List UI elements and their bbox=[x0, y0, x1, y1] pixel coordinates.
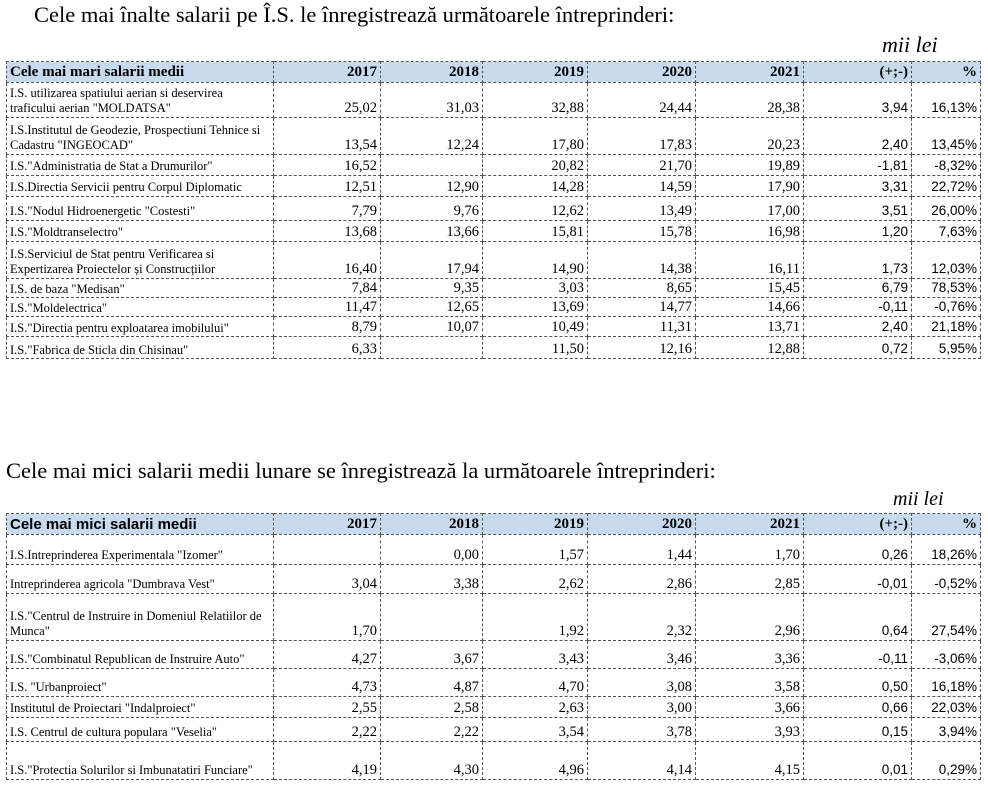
value-2018-cell: 10,07 bbox=[381, 317, 483, 337]
table-row bbox=[7, 565, 981, 594]
column-header-diff: (+;-) bbox=[804, 62, 912, 83]
percent-cell: 16,18% bbox=[912, 669, 981, 697]
percent-cell: 13,45% bbox=[912, 118, 981, 155]
value-2020-cell: 8,65 bbox=[588, 279, 696, 298]
company-name-cell: I.S.Directia Servicii pentru Corpul Diplomatic bbox=[7, 176, 274, 197]
table-row bbox=[7, 155, 981, 176]
company-name-cell: I.S."Protectia Solurilor si Imbunatatiri Funciare" bbox=[7, 742, 274, 780]
value-2021-cell: 4,15 bbox=[696, 742, 804, 780]
top-section-heading: Cele mai înalte salarii pe Î.S. le înregistrează următoarele întreprinderi: bbox=[34, 2, 675, 27]
diff-cell: 3,31 bbox=[804, 176, 912, 197]
value-2020-cell: 3,00 bbox=[588, 697, 696, 718]
column-header-percent: % bbox=[912, 62, 981, 83]
company-name-cell: I.S. de baza "Medisan" bbox=[7, 279, 274, 298]
value-2019-cell: 3,03 bbox=[483, 279, 588, 298]
table-row bbox=[7, 221, 981, 242]
table-row bbox=[7, 279, 981, 298]
value-2019-cell: 15,81 bbox=[483, 221, 588, 242]
value-2021-cell: 17,90 bbox=[696, 176, 804, 197]
value-2019-cell: 1,92 bbox=[483, 594, 588, 641]
value-2017-cell: 13,68 bbox=[274, 221, 381, 242]
value-2020-cell: 2,32 bbox=[588, 594, 696, 641]
value-2019-cell: 4,96 bbox=[483, 742, 588, 780]
value-2018-cell: 12,24 bbox=[381, 118, 483, 155]
value-2018-cell: 9,35 bbox=[381, 279, 483, 298]
value-2020-cell: 14,38 bbox=[588, 242, 696, 279]
column-header-name: Cele mai mari salarii medii bbox=[7, 62, 274, 83]
table-row bbox=[7, 718, 981, 742]
value-2019-cell: 2,62 bbox=[483, 565, 588, 594]
diff-cell: 1,20 bbox=[804, 221, 912, 242]
company-name-cell: Institutul de Proiectari "Indalproiect" bbox=[7, 697, 274, 718]
table-header-row bbox=[7, 514, 981, 535]
company-name-cell: I.S."Centrul de Instruire in Domeniul Relatiilor de Munca" bbox=[7, 594, 274, 641]
table-row bbox=[7, 118, 981, 155]
value-2019-cell: 10,49 bbox=[483, 317, 588, 337]
value-2018-cell: 31,03 bbox=[381, 83, 483, 118]
value-2021-cell: 2,96 bbox=[696, 594, 804, 641]
value-2017-cell: 7,79 bbox=[274, 197, 381, 221]
value-2019-cell: 1,57 bbox=[483, 535, 588, 565]
column-header-2018: 2018 bbox=[381, 514, 483, 535]
percent-cell: 78,53% bbox=[912, 279, 981, 298]
value-2017-cell: 6,33 bbox=[274, 337, 381, 359]
value-2018-cell bbox=[381, 155, 483, 176]
company-name-cell: Intreprinderea agricola "Dumbrava Vest" bbox=[7, 565, 274, 594]
value-2021-cell: 3,93 bbox=[696, 718, 804, 742]
value-2017-cell: 12,51 bbox=[274, 176, 381, 197]
diff-cell: -1,81 bbox=[804, 155, 912, 176]
value-2021-cell: 16,11 bbox=[696, 242, 804, 279]
percent-cell: 21,18% bbox=[912, 317, 981, 337]
table-row bbox=[7, 742, 981, 780]
table-row bbox=[7, 197, 981, 221]
value-2019-cell: 3,54 bbox=[483, 718, 588, 742]
column-header-2017: 2017 bbox=[274, 514, 381, 535]
column-header-2021: 2021 bbox=[696, 514, 804, 535]
lowest-salaries-body bbox=[7, 535, 981, 780]
highest-salaries-body bbox=[7, 83, 981, 359]
value-2017-cell: 2,55 bbox=[274, 697, 381, 718]
column-header-diff: (+;-) bbox=[804, 514, 912, 535]
diff-cell: -0,11 bbox=[804, 641, 912, 669]
value-2020-cell: 24,44 bbox=[588, 83, 696, 118]
value-2019-cell: 12,62 bbox=[483, 197, 588, 221]
value-2017-cell: 4,27 bbox=[274, 641, 381, 669]
value-2018-cell: 4,30 bbox=[381, 742, 483, 780]
diff-cell: 0,26 bbox=[804, 535, 912, 565]
column-header-2020: 2020 bbox=[588, 62, 696, 83]
table-row bbox=[7, 669, 981, 697]
column-header-2019: 2019 bbox=[483, 514, 588, 535]
percent-cell: 22,03% bbox=[912, 697, 981, 718]
value-2019-cell: 13,69 bbox=[483, 298, 588, 317]
value-2020-cell: 4,14 bbox=[588, 742, 696, 780]
value-2019-cell: 32,88 bbox=[483, 83, 588, 118]
percent-cell: 3,94% bbox=[912, 718, 981, 742]
value-2021-cell: 3,58 bbox=[696, 669, 804, 697]
value-2020-cell: 3,46 bbox=[588, 641, 696, 669]
value-2020-cell: 3,78 bbox=[588, 718, 696, 742]
value-2020-cell: 1,44 bbox=[588, 535, 696, 565]
percent-cell: 16,13% bbox=[912, 83, 981, 118]
value-2018-cell: 2,58 bbox=[381, 697, 483, 718]
percent-cell: 27,54% bbox=[912, 594, 981, 641]
highest-salaries-table bbox=[6, 61, 981, 359]
value-2017-cell: 7,84 bbox=[274, 279, 381, 298]
diff-cell: 0,50 bbox=[804, 669, 912, 697]
value-2017-cell: 16,52 bbox=[274, 155, 381, 176]
value-2018-cell: 3,67 bbox=[381, 641, 483, 669]
diff-cell: 0,64 bbox=[804, 594, 912, 641]
value-2021-cell: 2,85 bbox=[696, 565, 804, 594]
percent-cell: 22,72% bbox=[912, 176, 981, 197]
table-row bbox=[7, 641, 981, 669]
top-unit-label: mii lei bbox=[882, 32, 938, 57]
value-2017-cell: 16,40 bbox=[274, 242, 381, 279]
lowest-salaries-table bbox=[6, 513, 981, 780]
company-name-cell: I.S. utilizarea spatiului aerian si deservirea traficului aerian "MOLDATSA" bbox=[7, 83, 274, 118]
column-header-2017: 2017 bbox=[274, 62, 381, 83]
value-2019-cell: 14,90 bbox=[483, 242, 588, 279]
value-2021-cell: 20,23 bbox=[696, 118, 804, 155]
diff-cell: 1,73 bbox=[804, 242, 912, 279]
table-row bbox=[7, 594, 981, 641]
company-name-cell: I.S."Directia pentru exploatarea imobilului" bbox=[7, 317, 274, 337]
company-name-cell: I.S. "Urbanproiect" bbox=[7, 669, 274, 697]
diff-cell: -0,01 bbox=[804, 565, 912, 594]
table-row bbox=[7, 83, 981, 118]
company-name-cell: I.S."Moldelectrica" bbox=[7, 298, 274, 317]
value-2019-cell: 20,82 bbox=[483, 155, 588, 176]
value-2018-cell: 0,00 bbox=[381, 535, 483, 565]
value-2021-cell: 17,00 bbox=[696, 197, 804, 221]
value-2021-cell: 12,88 bbox=[696, 337, 804, 359]
value-2018-cell: 9,76 bbox=[381, 197, 483, 221]
diff-cell: 0,72 bbox=[804, 337, 912, 359]
value-2018-cell: 13,66 bbox=[381, 221, 483, 242]
diff-cell: 0,66 bbox=[804, 697, 912, 718]
value-2021-cell: 14,66 bbox=[696, 298, 804, 317]
value-2021-cell: 3,66 bbox=[696, 697, 804, 718]
value-2017-cell: 4,19 bbox=[274, 742, 381, 780]
value-2021-cell: 16,98 bbox=[696, 221, 804, 242]
column-header-2018: 2018 bbox=[381, 62, 483, 83]
column-header-name: Cele mai mici salarii medii bbox=[7, 514, 274, 535]
percent-cell: -8,32% bbox=[912, 155, 981, 176]
diff-cell: 2,40 bbox=[804, 118, 912, 155]
table-row bbox=[7, 176, 981, 197]
value-2017-cell: 4,73 bbox=[274, 669, 381, 697]
value-2019-cell: 2,63 bbox=[483, 697, 588, 718]
table-row bbox=[7, 317, 981, 337]
company-name-cell: I.S.Institutul de Geodezie, Prospectiuni Tehnice si Cadastru "INGEOCAD" bbox=[7, 118, 274, 155]
table-row bbox=[7, 242, 981, 279]
percent-cell: 7,63% bbox=[912, 221, 981, 242]
percent-cell: -0,76% bbox=[912, 298, 981, 317]
percent-cell: 18,26% bbox=[912, 535, 981, 565]
value-2018-cell: 12,90 bbox=[381, 176, 483, 197]
value-2020-cell: 17,83 bbox=[588, 118, 696, 155]
value-2017-cell: 8,79 bbox=[274, 317, 381, 337]
value-2020-cell: 3,08 bbox=[588, 669, 696, 697]
value-2017-cell: 2,22 bbox=[274, 718, 381, 742]
table-row bbox=[7, 337, 981, 359]
column-header-2020: 2020 bbox=[588, 514, 696, 535]
value-2019-cell: 4,70 bbox=[483, 669, 588, 697]
value-2019-cell: 14,28 bbox=[483, 176, 588, 197]
percent-cell: -3,06% bbox=[912, 641, 981, 669]
value-2018-cell: 12,65 bbox=[381, 298, 483, 317]
value-2020-cell: 21,70 bbox=[588, 155, 696, 176]
company-name-cell: I.S."Combinatul Republican de Instruire Auto" bbox=[7, 641, 274, 669]
diff-cell: 6,79 bbox=[804, 279, 912, 298]
value-2020-cell: 14,59 bbox=[588, 176, 696, 197]
value-2018-cell: 3,38 bbox=[381, 565, 483, 594]
company-name-cell: I.S."Nodul Hidroenergetic "Costesti" bbox=[7, 197, 274, 221]
table-row bbox=[7, 298, 981, 317]
bottom-section-heading: Cele mai mici salarii medii lunare se înregistrează la următoarele întreprinderi: bbox=[6, 458, 716, 483]
value-2020-cell: 11,31 bbox=[588, 317, 696, 337]
value-2017-cell: 25,02 bbox=[274, 83, 381, 118]
company-name-cell: I.S.Serviciul de Stat pentru Verificarea si Expertizarea Proiectelor și Construcțiilor bbox=[7, 242, 274, 279]
company-name-cell: I.S."Administratia de Stat a Drumurilor" bbox=[7, 155, 274, 176]
value-2021-cell: 15,45 bbox=[696, 279, 804, 298]
diff-cell: 0,15 bbox=[804, 718, 912, 742]
table-header-row bbox=[7, 62, 981, 83]
value-2018-cell: 4,87 bbox=[381, 669, 483, 697]
diff-cell: -0,11 bbox=[804, 298, 912, 317]
value-2017-cell: 13,54 bbox=[274, 118, 381, 155]
value-2019-cell: 11,50 bbox=[483, 337, 588, 359]
column-header-percent: % bbox=[912, 514, 981, 535]
value-2020-cell: 15,78 bbox=[588, 221, 696, 242]
bottom-unit-label: mii lei bbox=[893, 488, 944, 510]
value-2020-cell: 12,16 bbox=[588, 337, 696, 359]
company-name-cell: I.S."Fabrica de Sticla din Chisinau" bbox=[7, 337, 274, 359]
percent-cell: 5,95% bbox=[912, 337, 981, 359]
value-2017-cell: 1,70 bbox=[274, 594, 381, 641]
diff-cell: 0,01 bbox=[804, 742, 912, 780]
value-2017-cell: 11,47 bbox=[274, 298, 381, 317]
percent-cell: -0,52% bbox=[912, 565, 981, 594]
value-2019-cell: 3,43 bbox=[483, 641, 588, 669]
value-2017-cell: 3,04 bbox=[274, 565, 381, 594]
percent-cell: 12,03% bbox=[912, 242, 981, 279]
value-2018-cell bbox=[381, 337, 483, 359]
company-name-cell: I.S."Moldtranselectro" bbox=[7, 221, 274, 242]
value-2019-cell: 17,80 bbox=[483, 118, 588, 155]
table-row bbox=[7, 697, 981, 718]
company-name-cell: I.S. Centrul de cultura populara "Veselia" bbox=[7, 718, 274, 742]
value-2018-cell: 2,22 bbox=[381, 718, 483, 742]
diff-cell: 3,51 bbox=[804, 197, 912, 221]
value-2021-cell: 3,36 bbox=[696, 641, 804, 669]
value-2020-cell: 14,77 bbox=[588, 298, 696, 317]
value-2018-cell: 17,94 bbox=[381, 242, 483, 279]
diff-cell: 3,94 bbox=[804, 83, 912, 118]
value-2021-cell: 1,70 bbox=[696, 535, 804, 565]
value-2020-cell: 2,86 bbox=[588, 565, 696, 594]
value-2017-cell bbox=[274, 535, 381, 565]
value-2021-cell: 28,38 bbox=[696, 83, 804, 118]
value-2021-cell: 19,89 bbox=[696, 155, 804, 176]
percent-cell: 26,00% bbox=[912, 197, 981, 221]
value-2018-cell bbox=[381, 594, 483, 641]
column-header-2021: 2021 bbox=[696, 62, 804, 83]
column-header-2019: 2019 bbox=[483, 62, 588, 83]
percent-cell: 0,29% bbox=[912, 742, 981, 780]
value-2021-cell: 13,71 bbox=[696, 317, 804, 337]
table-row bbox=[7, 535, 981, 565]
company-name-cell: I.S.Intreprinderea Experimentala "Izomer" bbox=[7, 535, 274, 565]
diff-cell: 2,40 bbox=[804, 317, 912, 337]
value-2020-cell: 13,49 bbox=[588, 197, 696, 221]
